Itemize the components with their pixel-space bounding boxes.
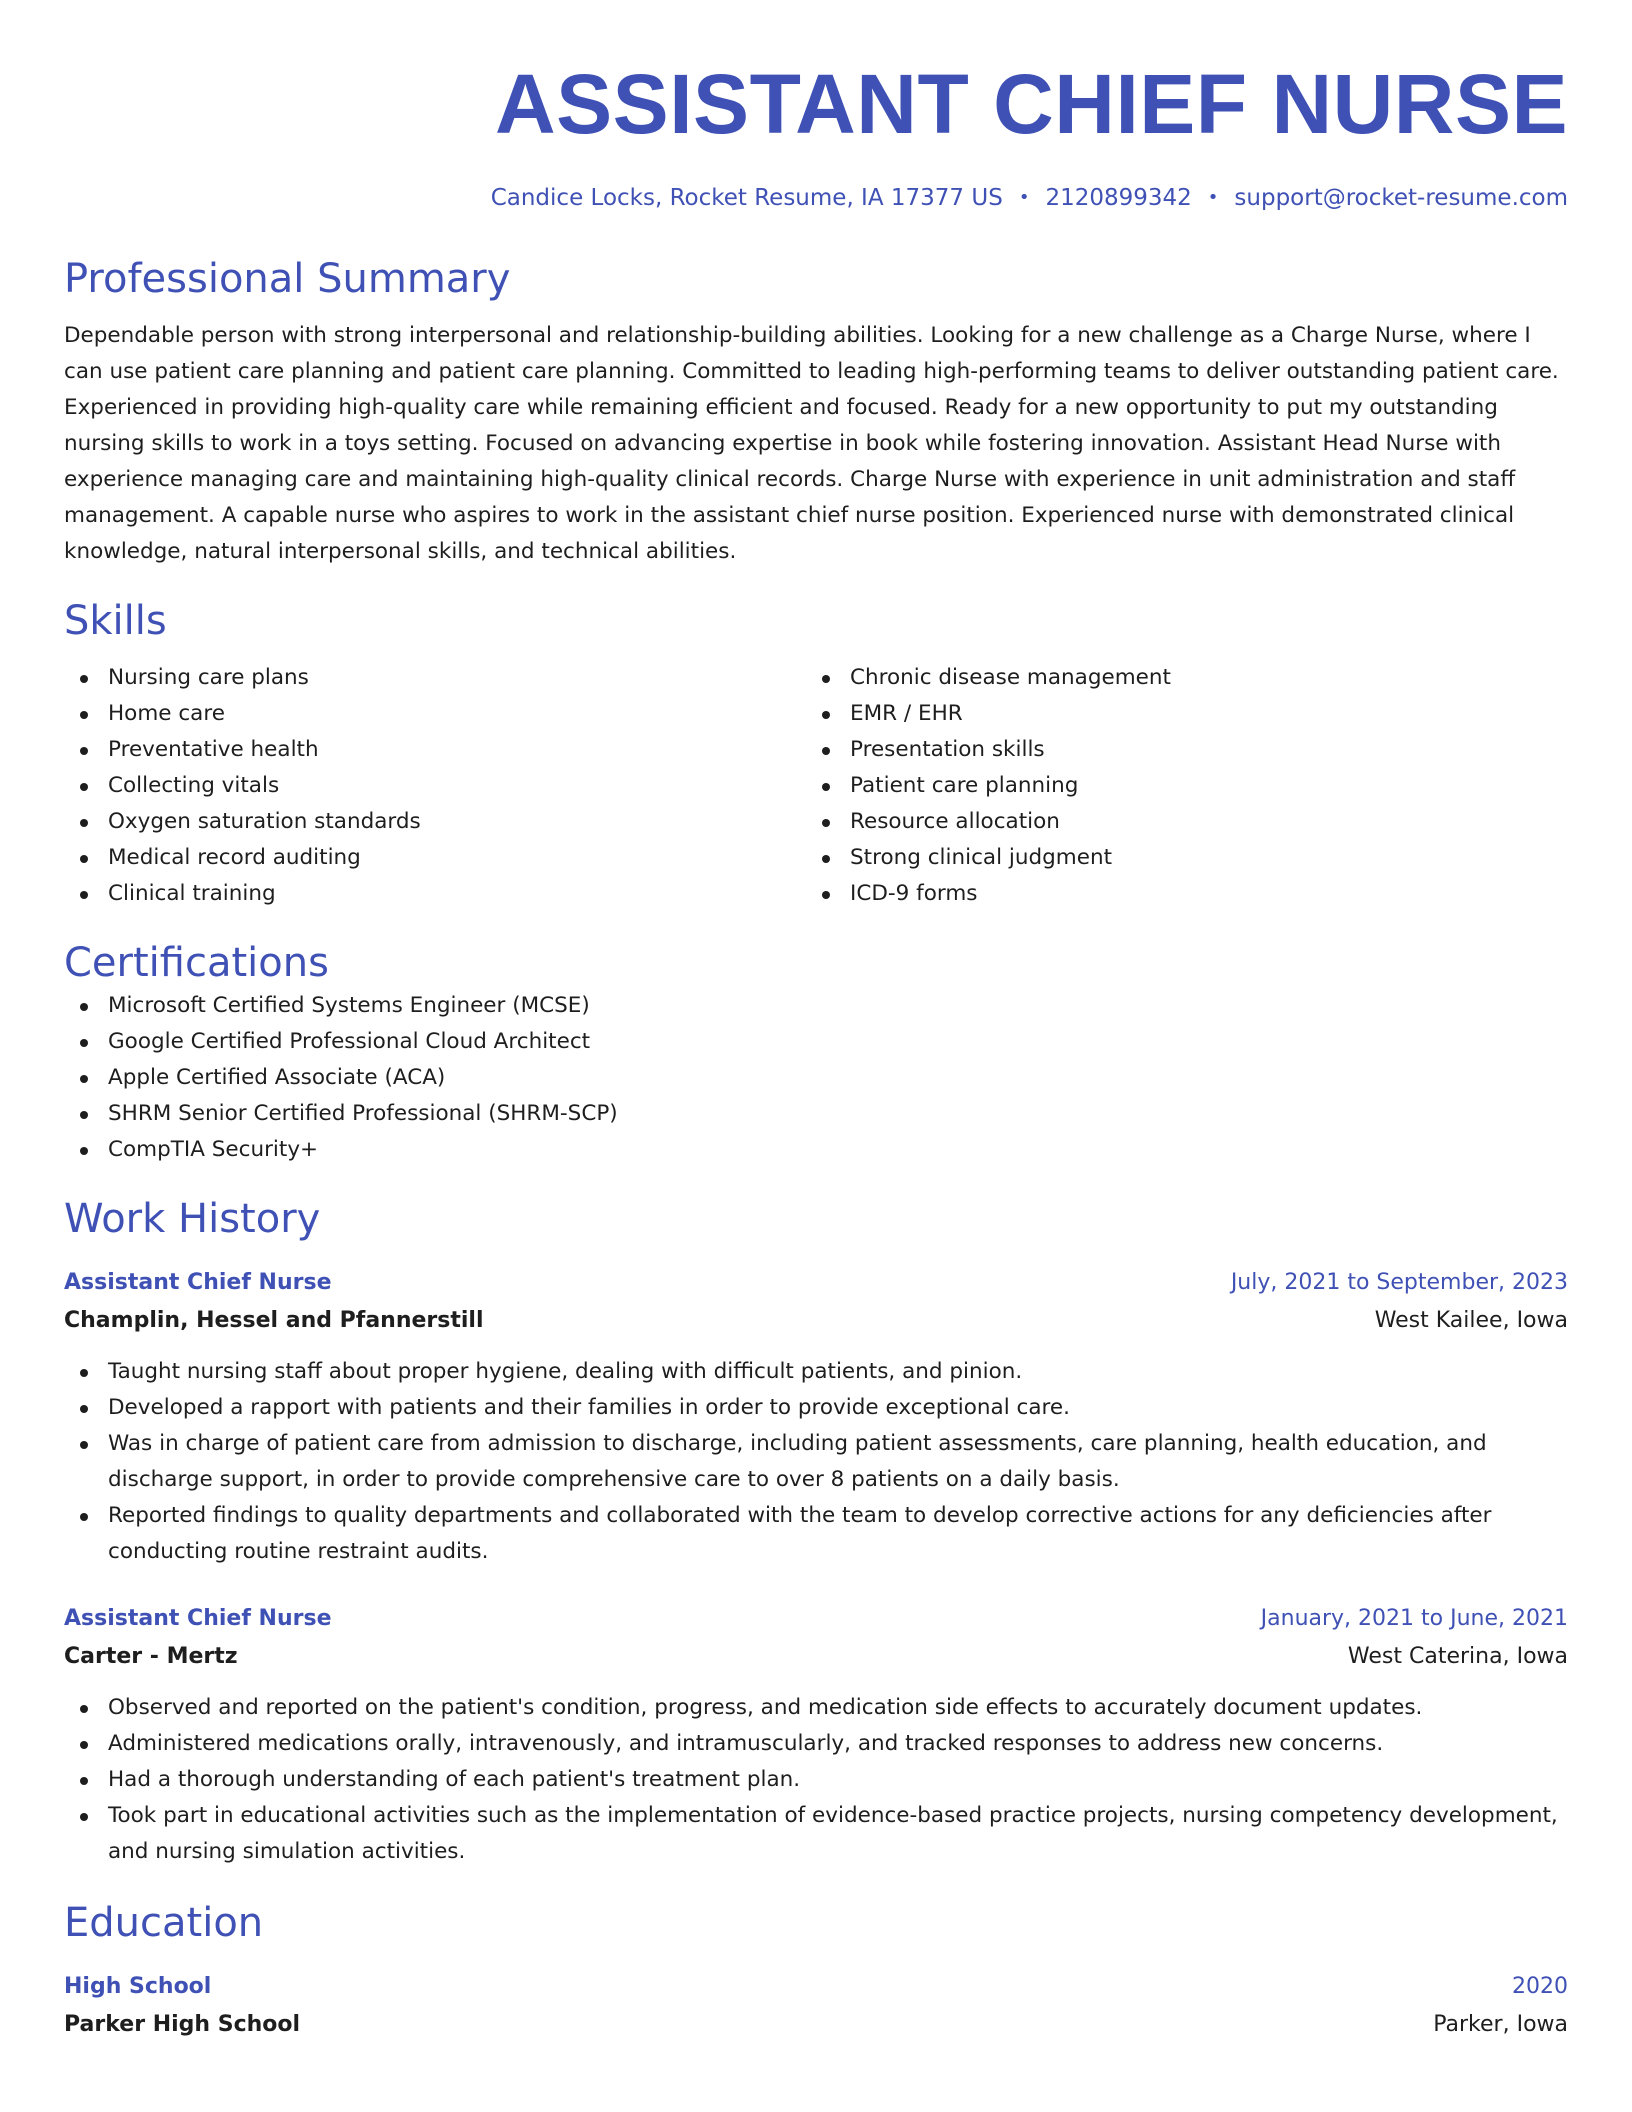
job-company-row: [64, 1638, 1568, 1676]
certification-item: SHRM Senior Certified Professional (SHRM-SCP): [64, 1096, 1568, 1132]
contact-phone: 2120899342: [1045, 185, 1192, 211]
bullet-icon: [80, 855, 88, 863]
job-header-row: [64, 1264, 1568, 1302]
bullet-icon: [80, 1441, 88, 1449]
bullet-icon: [80, 891, 88, 899]
job-bullet: Observed and reported on the patient's condition, progress, and medication side effects to accurately document updates.: [64, 1690, 1568, 1726]
bullet-icon: [80, 747, 88, 755]
job-bullet: Reported findings to quality departments and collaborated with the team to develop corrective actions for any deficiencies after conducting routine restraint audits.: [64, 1498, 1568, 1570]
certification-item: Apple Certified Associate (ACA): [64, 1060, 1568, 1096]
bullet-icon: [80, 1777, 88, 1785]
bullet-icon: [80, 1741, 88, 1749]
job-bullet: Was in charge of patient care from admission to discharge, including patient assessments, care planning, health education, and discharge support, in order to provide comprehensive care to over 8 patients on a daily basis.: [64, 1426, 1568, 1498]
resume-page: [64, 54, 1568, 2044]
skills-grid: [64, 660, 1568, 912]
job-company: Champlin, Hessel and Pfannerstill: [64, 1308, 484, 1333]
bullet-icon: [80, 1405, 88, 1413]
skill-item: Chronic disease management: [806, 660, 1548, 696]
bullet-icon: [80, 711, 88, 719]
job-bullet: Developed a rapport with patients and their families in order to provide exceptional care.: [64, 1390, 1568, 1426]
bullet-icon: [822, 855, 830, 863]
education-school-row: [64, 2006, 1568, 2044]
job-bullets: [64, 1690, 1568, 1870]
bullet-icon: [80, 783, 88, 791]
job-company: Carter - Mertz: [64, 1644, 238, 1669]
job-title: Assistant Chief Nurse: [64, 1606, 332, 1631]
contact-line: [64, 180, 1568, 216]
education-header-row: [64, 1968, 1568, 2006]
skill-item: Home care: [64, 696, 806, 732]
bullet-icon: [80, 1705, 88, 1713]
skill-item: EMR / EHR: [806, 696, 1548, 732]
education-degree: High School: [64, 1974, 212, 1999]
work-history-heading: Work History: [64, 1196, 321, 1242]
bullet-icon: [822, 675, 830, 683]
bullet-icon: [822, 747, 830, 755]
certification-item: Microsoft Certified Systems Engineer (MCSE): [64, 988, 1568, 1024]
education-school: Parker High School: [64, 2012, 301, 2037]
skill-item: Oxygen saturation standards: [64, 804, 806, 840]
bullet-icon: [80, 1003, 88, 1011]
skill-item: Nursing care plans: [64, 660, 806, 696]
bullet-icon: [80, 1111, 88, 1119]
job-title: Assistant Chief Nurse: [64, 1270, 332, 1295]
job-bullet: Had a thorough understanding of each patient's treatment plan.: [64, 1762, 1568, 1798]
certification-item: Google Certified Professional Cloud Architect: [64, 1024, 1568, 1060]
summary-heading: Professional Summary: [64, 256, 511, 302]
skill-item: Resource allocation: [806, 804, 1548, 840]
skill-item: Clinical training: [64, 876, 806, 912]
skill-item: Collecting vitals: [64, 768, 806, 804]
bullet-icon: [80, 1075, 88, 1083]
bullet-icon: [822, 891, 830, 899]
job-dates: January, 2021 to June, 2021: [1260, 1606, 1568, 1631]
skill-item: Presentation skills: [806, 732, 1548, 768]
bullet-icon: [80, 1369, 88, 1377]
skill-item: ICD-9 forms: [806, 876, 1548, 912]
bullet-icon: [822, 711, 830, 719]
job-location: West Kailee, Iowa: [1374, 1308, 1568, 1333]
bullet-icon: [80, 1039, 88, 1047]
skills-list-left: [64, 660, 806, 912]
contact-address: Candice Locks, Rocket Resume, IA 17377 US: [490, 185, 1003, 211]
contact-separator: •: [1207, 187, 1219, 208]
skill-item: Medical record auditing: [64, 840, 806, 876]
job-location: West Caterina, Iowa: [1347, 1644, 1568, 1669]
education-heading: Education: [64, 1900, 264, 1946]
bullet-icon: [80, 1813, 88, 1821]
job-bullet: Taught nursing staff about proper hygiene, dealing with difficult patients, and pinion.: [64, 1354, 1568, 1390]
bullet-icon: [80, 819, 88, 827]
job-dates: July, 2021 to September, 2023: [1230, 1270, 1568, 1295]
skill-item: Patient care planning: [806, 768, 1548, 804]
education-location: Parker, Iowa: [1433, 2012, 1568, 2037]
summary-text: Dependable person with strong interpersonal and relationship-building abilities. Looking for a new challenge as a Charge Nurse, where I can use patient care planning and patient care planning. Committed to leading high-performing teams to deliver outstanding patient care. Experienced in providing high-quality care while remaining efficient and focused. Ready for a new opportunity to put my outstanding nursing skills to work in a toys setting. Focused on advancing expertise in book while fostering innovation. Assistant Head Nurse with experience managing care and maintaining high-quality clinical records. Charge Nurse with experience in unit administration and staff management. A capable nurse who aspires to work in the assistant chief nurse position. Experienced nurse with demonstrated clinical knowledge, natural interpersonal skills, and technical abilities.: [64, 323, 1559, 564]
skill-item: Preventative health: [64, 732, 806, 768]
job-entry: [64, 1264, 1568, 1570]
certification-item: CompTIA Security+: [64, 1132, 1568, 1168]
job-bullet: Took part in educational activities such as the implementation of evidence-based practice projects, nursing competency development, and nursing simulation activities.: [64, 1798, 1568, 1870]
job-entry: [64, 1600, 1568, 1870]
bullet-icon: [80, 1147, 88, 1155]
contact-separator: •: [1018, 187, 1030, 208]
skills-list-right: [806, 660, 1548, 912]
job-bullet: Administered medications orally, intravenously, and intramuscularly, and tracked responses to address new concerns.: [64, 1726, 1568, 1762]
bullet-icon: [80, 1513, 88, 1521]
certifications-list: [64, 988, 1568, 1168]
skills-heading: Skills: [64, 598, 167, 644]
skill-item: Strong clinical judgment: [806, 840, 1548, 876]
bullet-icon: [822, 783, 830, 791]
job-company-row: [64, 1302, 1568, 1340]
contact-email: support@rocket-resume.com: [1234, 185, 1568, 211]
certifications-heading: Certifications: [64, 940, 329, 986]
resume-name: ASSISTANT CHIEF NURSE: [494, 57, 1568, 151]
job-header-row: [64, 1600, 1568, 1638]
bullet-icon: [822, 819, 830, 827]
education-entry: [64, 1968, 1568, 2044]
job-bullets: [64, 1354, 1568, 1570]
education-year: 2020: [1512, 1974, 1568, 1999]
bullet-icon: [80, 675, 88, 683]
